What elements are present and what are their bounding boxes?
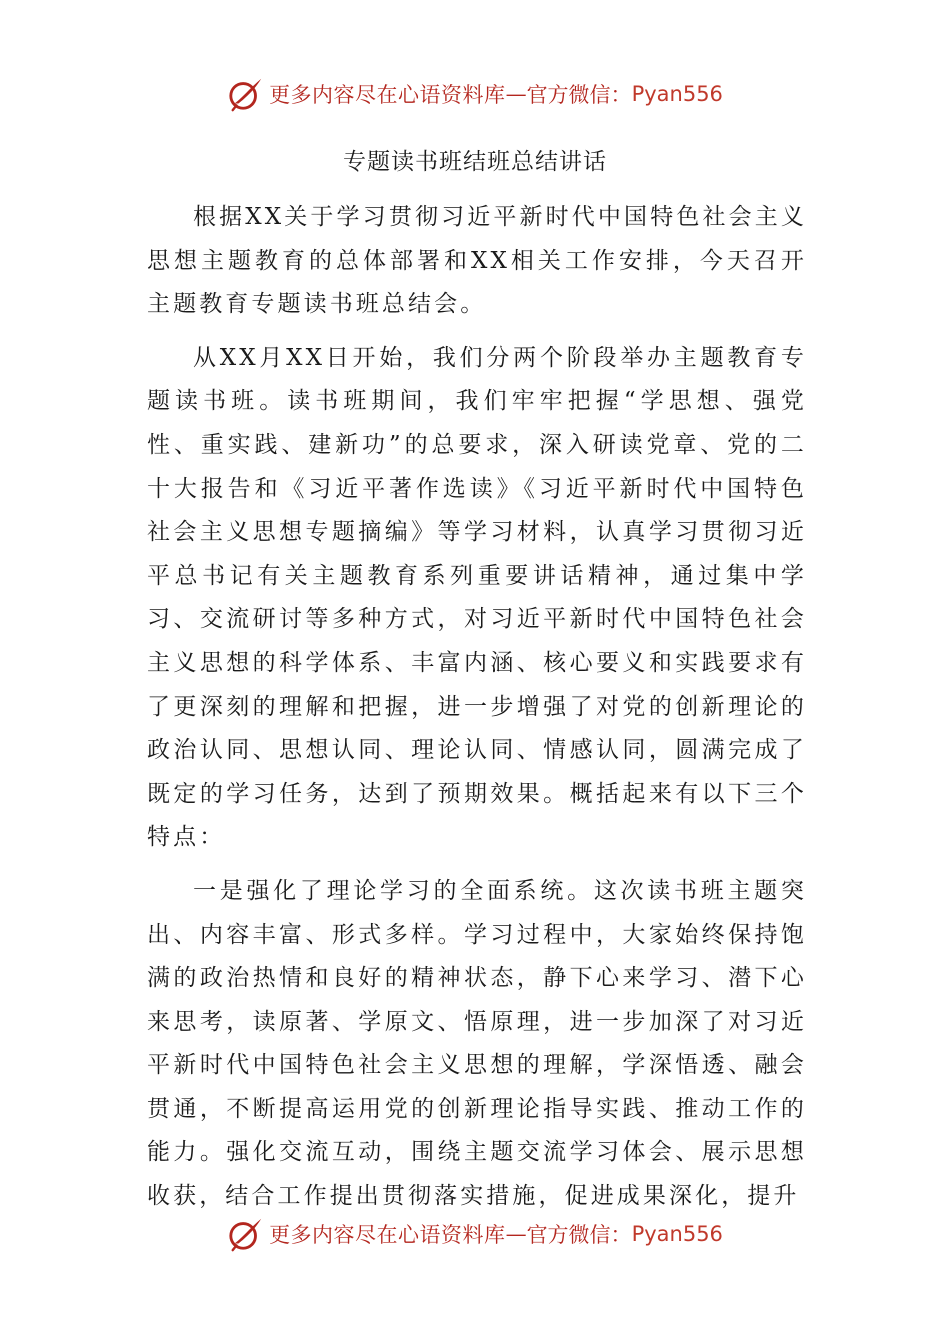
- banner-main-text: 更多内容尽在心语资料库: [269, 1223, 506, 1247]
- footer-banner: [0, 1212, 950, 1256]
- quill-logo-icon: [227, 74, 265, 114]
- banner-wechat-label: 官方微信：: [526, 1223, 632, 1247]
- banner-wechat-label: 官方微信：: [526, 83, 632, 107]
- banner-separator: —: [505, 1222, 527, 1246]
- paragraph: 根据XX关于学习贯彻习近平新时代中国特色社会主义思想主题教育的总体部署和XX相关工作安排，今天召开主题教育专题读书班总结会。: [147, 204, 807, 318]
- banner-wechat-id: Pyan556: [631, 82, 723, 106]
- document-body: [147, 196, 807, 1229]
- banner-wechat-id: Pyan556: [631, 1222, 723, 1246]
- banner-main-text: 更多内容尽在心语资料库: [269, 83, 506, 107]
- paragraph: 从XX月XX日开始，我们分两个阶段举办主题教育专题读书班。读书班期间，我们牢牢把握“学思想、强党性、重实践、建新功”的总要求，深入研读党章、党的二十大报告和《习近平著作选读》《习近平新时代中国特色社会主义思想专题摘编》等学习材料，认真学习贯彻习近平总书记有关主题教育系列重要讲话精神，通过集中学习、交流研讨等多种方式，对习近平新时代中国特色社会主义思想的科学体系、丰富内涵、核心要义和实践要求有了更深刻的理解和把握，进一步增强了对党的创新理论的政治认同、思想认同、理论认同、情感认同，圆满完成了既定的学习任务，达到了预期效果。概括起来有以下三个特点：: [147, 344, 807, 851]
- quill-logo-icon: [227, 1214, 265, 1254]
- banner-separator: —: [505, 82, 527, 106]
- header-banner: [0, 72, 950, 116]
- document-title: 专题读书班结班总结讲话: [343, 149, 607, 175]
- paragraph: 一是强化了理论学习的全面系统。这次读书班主题突出、内容丰富、形式多样。学习过程中，大家始终保持饱满的政治热情和良好的精神状态，静下心来学习、潜下心来思考，读原著、学原文、悟原理，进一步加深了对习近平新时代中国特色社会主义思想的理解，学深悟透、融会贯通，不断提高运用党的创新理论指导实践、推动工作的能力。强化交流互动，围绕主题交流学习体会、展示思想收获，结合工作提出贯彻落实措施，促进成果深化，提升: [147, 877, 807, 1210]
